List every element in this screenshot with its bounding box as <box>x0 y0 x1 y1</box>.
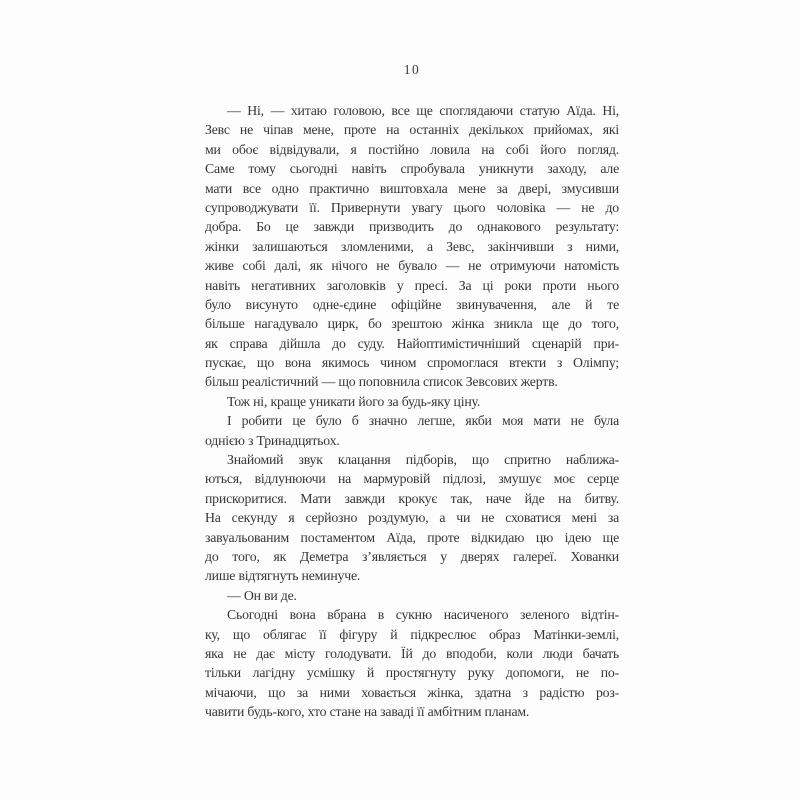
text-line: Тож ні, краще уникати його за будь-яку ціну. <box>227 393 481 409</box>
text-line: супроводжувати її. Привернути увагу цього чоловіка — не до <box>205 199 619 215</box>
text-line: як справа дійшла до суду. Найоптимістичніший сценарій при- <box>205 335 619 351</box>
text-line: жінки залишаються зломленими, а Зевс, закінчивши з ними, <box>205 238 619 254</box>
text-line: яка не дає місту голодувати. Їй до вподоби, коли люди бачать <box>205 645 619 661</box>
text-line: ку, що облягає її фігуру й підкреслює образ Матінки-землі, <box>205 626 619 642</box>
text-line: чавити будь-кого, хто стане на заваді її амбітним планам. <box>205 704 530 720</box>
text-line: живе собі далі, як нічого не бувало — не отримуючи натомість <box>205 258 619 274</box>
page-number: 10 <box>403 62 421 77</box>
paragraph <box>205 101 619 392</box>
text-line: більш реалістичний — що поповнила список Зевсових жертв. <box>205 374 558 390</box>
text-line: було висунуто одне-єдине офіційне звинувачення, але й те <box>205 296 619 312</box>
paragraph <box>205 605 619 721</box>
text-line: прискоритися. Мати завжди крокує так, наче йде на битву. <box>205 490 619 506</box>
text-line: Знайомий звук клацання підборів, що спритно наближа- <box>227 452 619 468</box>
text-line: ми обоє відвідували, я постійно ловила на собі його погляд. <box>205 141 619 157</box>
paragraph <box>205 411 619 450</box>
paragraph <box>205 450 619 586</box>
text-line: до того, як Деметра з’являється у дверях галереї. Хованки <box>205 548 619 564</box>
text-line: однією з Тринадцятьох. <box>205 432 340 448</box>
text-line: І робити це було б значно легше, якби моя мати не була <box>227 413 619 429</box>
text-line: — Ні, — хитаю головою, все ще споглядаючи статую Аїда. Ні, <box>227 103 619 118</box>
text-line: Сьогодні вона вбрана в сукню насиченого зеленого відтін- <box>227 607 619 623</box>
text-line: добра. Бо це завжди призводить до однакового результату: <box>205 219 619 235</box>
paragraph <box>205 586 619 605</box>
paragraph <box>205 392 619 411</box>
text-line: більше нагадувало цирк, бо зрештою жінка зникла ще до того, <box>205 316 619 332</box>
text-line: навіть негативних заголовків у пресі. За ці роки проти нього <box>205 277 619 293</box>
text-block <box>205 101 619 722</box>
text-line: пускає, що вона якимось чином спромоглася втекти з Олімпу; <box>205 355 619 371</box>
text-line: лише відтягнуть неминуче. <box>205 568 361 584</box>
text-line: мічаючи, що за ними ховається жінка, здатна з радістю роз- <box>205 684 619 700</box>
text-line: мати все одно практично виштовхала мене за двері, змусивши <box>205 180 619 196</box>
text-line: завуальованим постаментом Аїда, проте відкидаю цю ідею ще <box>205 529 619 545</box>
text-line: тільки лагідну усмішку й простягнуту руку допомоги, не по- <box>205 665 619 681</box>
text-line: ються, відлунюючи на мармуровій підлозі, змушує моє серце <box>205 471 619 487</box>
text-line: Зевс не чіпав мене, проте на останніх декількох прийомах, які <box>205 122 619 138</box>
text-line: — Он ви де. <box>227 587 297 603</box>
text-line: Саме тому сьогодні навіть спробувала уникнути заходу, але <box>205 161 619 177</box>
text-line: На секунду я серйозно роздумую, а чи не сховатися мені за <box>205 510 619 526</box>
